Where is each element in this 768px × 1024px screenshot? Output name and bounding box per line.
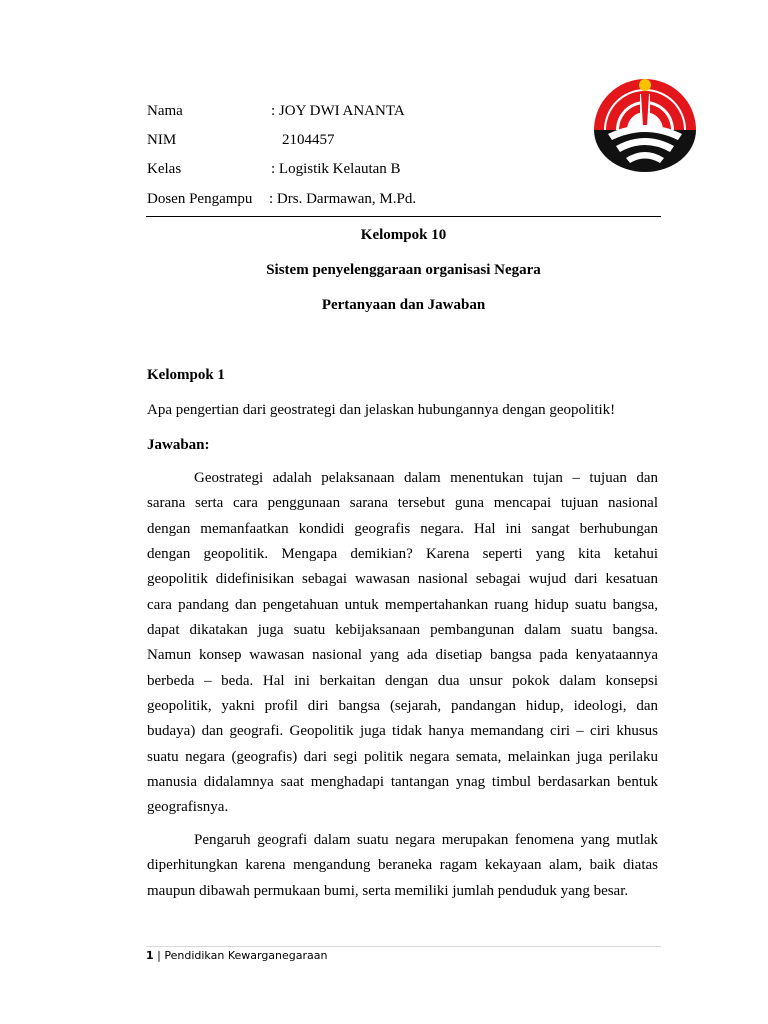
class-value: : Logistik Kelautan B bbox=[271, 161, 401, 177]
paragraph-line: budaya) dan geografi. Geopolitik juga tidak hanya memandang ciri – ciri khusus bbox=[147, 723, 658, 740]
nim-label: NIM bbox=[147, 132, 177, 148]
paragraph-line: dapat dikatakan juga suatu kebijaksanaan pembangunan dalam suatu bangsa. bbox=[147, 622, 658, 639]
paragraph-line: berbeda – beda. Hal ini berkaitan dengan dua unsur pokok dalam konsepsi bbox=[147, 672, 658, 689]
qa-title: Pertanyaan dan Jawaban bbox=[321, 297, 486, 313]
lecturer-value: : Drs. Darmawan, M.Pd. bbox=[269, 191, 417, 207]
section-heading: Kelompok 1 bbox=[147, 367, 225, 383]
paragraph-line: dengan memanfaatkan kondidi geografis negara. Hal ini sangat berhubungan bbox=[147, 520, 658, 537]
paragraph-line: suatu negara (geografis) dari segi politik negara semata, melainkan juga perilaku bbox=[147, 748, 658, 765]
paragraph-line: Geostrategi adalah pelaksanaan dalam menentukan tujan – tujuan dan bbox=[194, 470, 658, 486]
paragraph-line: geografisnya. bbox=[147, 799, 229, 816]
class-label: Kelas bbox=[147, 161, 182, 177]
paragraph-line: dengan geopolitik. Mengapa demikian? Karena seperti yang kita ketahui bbox=[147, 546, 658, 563]
paragraph-line: manusia didalamnya saat menghadapi tantangan ynag timbul berdasarkan bentuk bbox=[147, 774, 658, 791]
name-label: Nama bbox=[147, 103, 183, 119]
footer-divider bbox=[146, 946, 661, 947]
paragraph-line: cara pandang dan pengetahuan untuk mempertahankan ruang hidup suatu bangsa, bbox=[147, 596, 658, 613]
answer-paragraph-1 bbox=[147, 466, 658, 821]
paragraph-line: geopolitik, yakni profil diri bangsa (sejarah, pandangan hidup, ideologi, dan bbox=[147, 698, 658, 715]
university-logo bbox=[588, 72, 702, 172]
lecturer-label: Dosen Pengampu bbox=[147, 191, 253, 207]
paragraph-line: Namun konsep wawasan nasional yang ada disetiap bangsa pada kenyataannya bbox=[147, 647, 658, 664]
answer-paragraph-2 bbox=[147, 828, 658, 904]
page-footer bbox=[146, 949, 327, 963]
question-text: Apa pengertian dari geostrategi dan jelaskan hubungannya dengan geopolitik! bbox=[147, 402, 616, 418]
paragraph-line: maupun dibawah permukaan bumi, serta memiliki jumlah penduduk yang besar. bbox=[147, 882, 629, 899]
paragraph-line: geopolitik didefinisikan sebagai wawasan nasional sebagai wujud dari kesatuan bbox=[147, 571, 658, 588]
name-value: : JOY DWI ANANTA bbox=[271, 103, 405, 119]
answer-heading: Jawaban: bbox=[147, 437, 210, 453]
page-number: 1 bbox=[146, 949, 154, 962]
footer-separator: | bbox=[157, 949, 161, 962]
footer-course: Pendidikan Kewarganegaraan bbox=[164, 949, 328, 962]
header-divider bbox=[146, 216, 661, 217]
paragraph-line: Pengaruh geografi dalam suatu negara merupakan fenomena yang mutlak bbox=[194, 832, 658, 848]
nim-value: 2104457 bbox=[282, 132, 335, 148]
paragraph-line: sarana serta cara penggunaan sarana tersebut guna mencapai tujuan nasional bbox=[147, 495, 658, 512]
paragraph-line: diperhitungkan karena mengandung beraneka ragam kekayaan alam, baik diatas bbox=[147, 857, 658, 874]
topic-title: Sistem penyelenggaraan organisasi Negara bbox=[266, 262, 541, 278]
group-title: Kelompok 10 bbox=[360, 227, 447, 243]
